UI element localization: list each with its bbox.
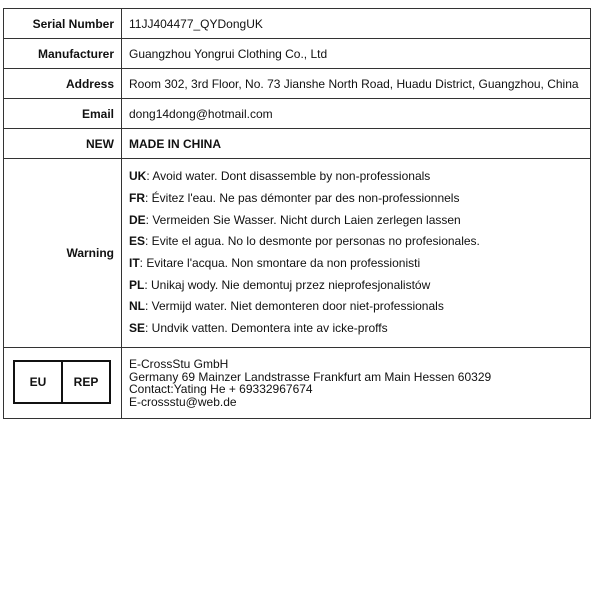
email-key: Email: [4, 99, 122, 129]
warning-line-pl: [129, 275, 583, 297]
ec-rep-company: E-CrossStu GmbH: [129, 357, 229, 371]
warning-line-se: [129, 318, 583, 340]
ec-rep-address: [122, 348, 591, 419]
warning-text: : Avoid water. Dont disassemble by non-professionals: [146, 169, 431, 184]
warning-key: Warning: [4, 159, 122, 348]
ec-rep-contact: Contact:Yating He + 69332967674: [129, 382, 313, 396]
warning-code: DE: [129, 212, 146, 227]
serial-number-row: [4, 9, 591, 39]
ec-rep-badge-eu: EU: [15, 362, 63, 402]
manufacturer-key: Manufacturer: [4, 39, 122, 69]
warning-code: SE: [129, 321, 146, 336]
ec-rep-row: [4, 348, 591, 419]
warning-code: NL: [129, 299, 145, 314]
ec-rep-badge-cell: [4, 348, 122, 419]
email-value: dong14dong@hotmail.com: [122, 99, 591, 129]
manufacturer-value: Guangzhou Yongrui Clothing Co., Ltd: [122, 39, 591, 69]
warning-text: : Evite el agua. No lo desmonte por personas no profesionales.: [145, 234, 480, 249]
warning-line-fr: [129, 188, 583, 210]
warning-text: : Unikaj wody. Nie demontuj przez nieprofesjonalistów: [144, 277, 431, 292]
address-key: Address: [4, 69, 122, 99]
origin-value: MADE IN CHINA: [122, 129, 591, 159]
warning-line-nl: [129, 296, 583, 318]
warning-text: : Évitez l'eau. Ne pas démonter par des non-professionnels: [145, 190, 460, 205]
warning-code: UK: [129, 169, 147, 184]
warning-code: IT: [129, 256, 140, 270]
address-row: [4, 69, 591, 99]
condition-key: NEW: [4, 129, 122, 159]
ec-rep-badge: [13, 360, 111, 404]
email-row: [4, 99, 591, 129]
ec-rep-street: Germany 69 Mainzer Landstrasse Frankfurt am Main Hessen 60329: [129, 369, 492, 384]
ec-rep-email: E-crossstu@web.de: [129, 394, 237, 409]
address-value: Room 302, 3rd Floor, No. 73 Jianshe North Road, Huadu District, Guangzhou, China: [122, 69, 591, 99]
ec-rep-badge-rep: REP: [73, 375, 99, 389]
serial-number-key: Serial Number: [4, 9, 122, 39]
warning-line-es: [129, 231, 583, 253]
warning-text: : Vermeiden Sie Wasser. Nicht durch Laien zerlegen lassen: [145, 212, 461, 227]
condition-row: [4, 129, 591, 159]
warning-text: : Vermijd water. Niet demonteren door niet-professionals: [145, 299, 444, 314]
warning-text: : Evitare l'acqua. Non smontare da non professionisti: [139, 256, 421, 270]
warning-code: PL: [129, 277, 145, 292]
product-label-table: [3, 8, 591, 419]
warning-line-it: [129, 253, 583, 275]
warning-row: [4, 159, 591, 348]
serial-number-value: 11JJ404477_QYDongUK: [122, 9, 591, 39]
warning-line-de: [129, 210, 583, 232]
warning-text: : Undvik vatten. Demontera inte av icke-proffs: [145, 321, 388, 336]
warning-line-uk: [129, 166, 583, 188]
warning-list: [122, 159, 591, 348]
manufacturer-row: [4, 39, 591, 69]
warning-code: ES: [129, 234, 146, 249]
warning-code: FR: [129, 190, 145, 205]
